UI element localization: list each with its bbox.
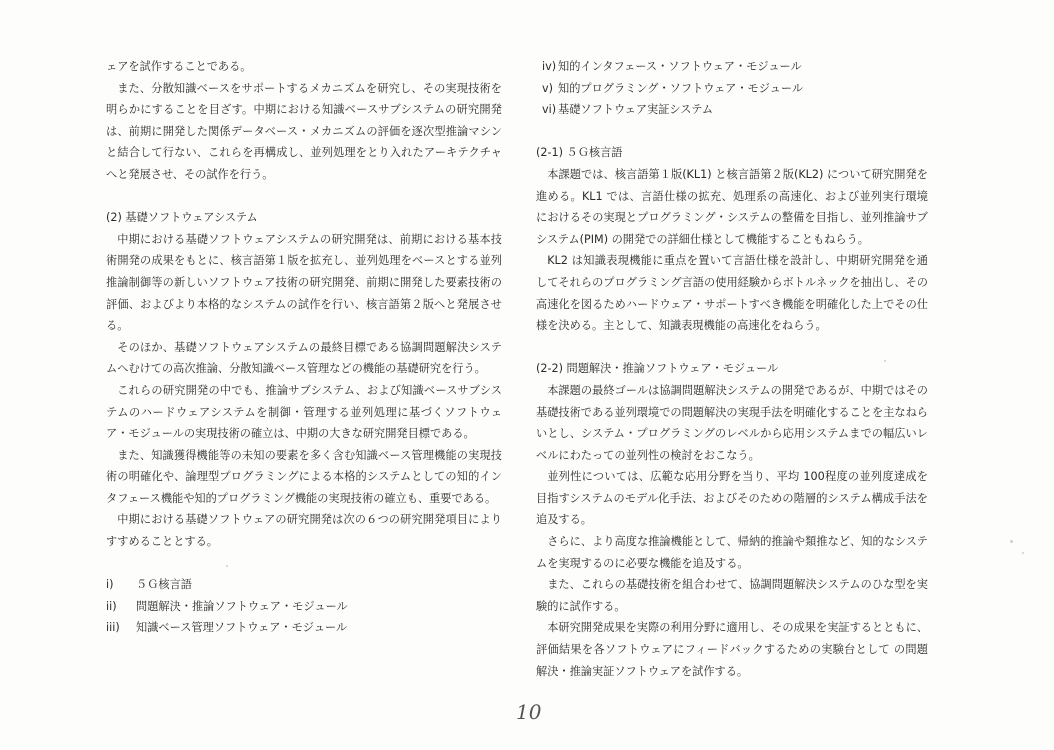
scan-speck	[884, 360, 886, 362]
paragraph: 本課題の最終ゴールは協調問題解決システムの開発であるが、中期ではその基礎技術である並列環境での問題解決の実現手法を明確化することを主なねらいとし、システム・プログラミングのレベルから応用システムまでの幅広いレベルにわたっての並列性の検討をおこなう。	[536, 383, 928, 462]
paragraph: また、これらの基礎技術を組合わせて、協調問題解決システムのひな型を実験的に試作する。	[536, 578, 928, 613]
list-item-text: 知的プログラミング・ソフトウェア・モジュール	[558, 81, 804, 95]
paragraph: 本研究開発成果を実際の利用分野に適用し、その成果を実証するとともに、評価結果を各ソフトウェアにフィードバックするための実験台として の問題解決・推論実証ソフトウェアを試作する。	[536, 621, 928, 678]
paragraph: 並列性については、広範な応用分野を当り、平均 100程度の並列度達成を目指すシステムのモデル化手法、およびそのための階層的システム構成手法を追及する。	[536, 470, 928, 527]
list-item	[106, 596, 502, 618]
paragraph: また、知識獲得機能等の未知の要素を多く含む知識ベース管理機能の実現技術の明確化や、論理型プログラミングによる本格的システムとしての知的インタフェース機能や知的プログラミング機能の実現技術の確立も、重要である。	[106, 448, 502, 505]
paragraph: ェアを試作することである。	[106, 60, 252, 73]
list-item-number: v)	[542, 81, 553, 95]
paragraph: KL2 は知識表現機能に重点を置いて言語仕様を設計し、中期研究開発を通してそれらのプログラミング言語の使用経験からボトルネックを抽出し、その高速化を図るためハードウェア・サポートすべき機能を明確化した上でその仕様を決める。主として、知識表現機能の高速化をねらう。	[536, 254, 928, 333]
list-item-number: vi)	[542, 103, 557, 117]
list-item-number: iv)	[542, 60, 557, 73]
paragraph: これらの研究開発の中でも、推論サブシステム、および知識ベースサブシステムのハードウェアシステムを制御・管理する並列処理に基づくソフトウェア・モジュールの実現技術の確立は、中期の大きな研究開発目標である。	[106, 383, 502, 441]
paragraph: そのほか、基礎ソフトウェアシステムの最終目標である協調問題解決システムへむけての高次推論、分散知識ベース管理などの機能の基礎研究を行う。	[106, 340, 502, 376]
scan-speck	[1010, 540, 1013, 543]
section-heading: (2-1) ５Ｇ核言語	[536, 146, 623, 160]
list-item-text: ５Ｇ核言語	[136, 578, 192, 592]
paragraph: 中期における基礎ソフトウェアの研究開発は次の６つの研究開発項目によりすすめることとする。	[106, 513, 502, 549]
scan-speck	[226, 565, 228, 567]
list-item-text: 知識ベース管理ソフトウェア・モジュール	[136, 621, 348, 635]
page-number: 10	[516, 700, 542, 724]
list-item-number: ii)	[106, 599, 117, 613]
list-item-number: iii)	[106, 621, 120, 635]
list-item	[536, 99, 928, 121]
right-column	[536, 56, 928, 682]
paragraph: 本課題では、核言語第１版(KL1) と核言語第２版(KL2) について研究開発を進める。KL1 では、言語仕様の拡充、処理系の高速化、および並列実行環境におけるその実現とプログラミング・システムの整備を目指し、並列推論サブシステム(PIM) の開発での詳細仕様として機能することもねらう。	[536, 167, 928, 246]
paragraph: 中期における基礎ソフトウェアシステムの研究開発は、前期における基本技術開発の成果をもとに、核言語第１版を拡充し、並列処理をベースとする並列推論制御等の新しいソフトウェア技術の研究開発、前期に開発した要素技術の評価、およびより本格的なシステムの試作を行い、核言語第２版へと発展させる。	[106, 232, 502, 333]
list-item-text: 問題解決・推論ソフトウェア・モジュール	[136, 599, 348, 613]
list-item	[106, 574, 502, 596]
list-item	[536, 56, 928, 78]
list-item-text: 知的インタフェース・ソフトウェア・モジュール	[558, 60, 802, 73]
section-heading: (2-2) 問題解決・推論ソフトウェア・モジュール	[536, 362, 779, 376]
list-item-number: i)	[106, 578, 114, 592]
paragraph: また、分散知識ベースをサポートするメカニズムを研究し、その実現技術を明らかにすることを目ざす。中期における知識ベースサブシステムの研究開発は、前期に開発した関係データベース・メカニズムの評価を逐次型推論マシンと結合して行ない、これらを再構成し、並列処理をとり入れたアーキテクチャへと発展させ、その試作を行う。	[106, 81, 502, 181]
section-heading: (2) 基礎ソフトウェアシステム	[106, 211, 258, 225]
scan-speck	[1022, 552, 1024, 554]
paragraph: さらに、より高度な推論機能として、帰納的推論や類推など、知的なシステムを実現するのに必要な機能を追及する。	[536, 535, 928, 570]
list-item	[536, 78, 928, 100]
list-item	[106, 617, 502, 639]
left-column	[106, 56, 502, 639]
list-item-text: 基礎ソフトウェア実証システム	[558, 103, 714, 117]
